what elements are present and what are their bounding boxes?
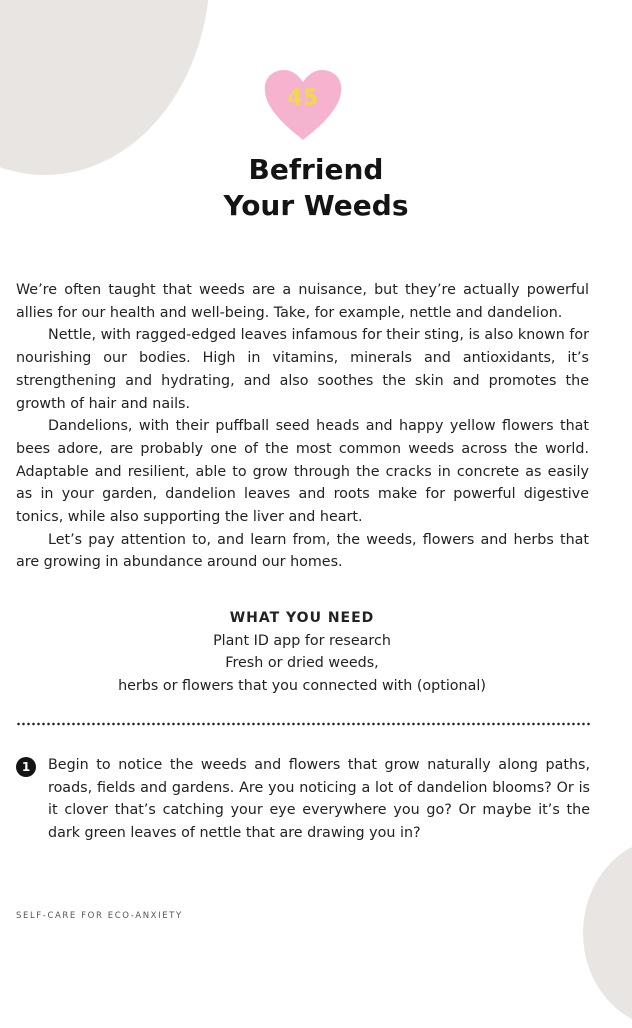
what-you-need-section — [0, 607, 604, 698]
page-title-line-1: Befriend — [248, 153, 384, 186]
paragraph-nettle: Nettle, with ragged-edged leaves infamous for their sting, is also known for nourishing our bodies. High in vitamins, minerals and antioxidants, it’s strengthening and hydrating, and also soothes the skin and promotes the growth of hair and nails. — [16, 327, 589, 412]
running-footer: SELF-CARE FOR ECO-ANXIETY — [16, 911, 183, 921]
what-you-need-heading: WHAT YOU NEED — [229, 610, 375, 626]
need-item: Plant ID app for research — [213, 632, 391, 649]
page-number: 45 — [287, 86, 319, 111]
need-item: herbs or flowers that you connected with (optional) — [118, 678, 486, 695]
step-text: Begin to notice the weeds and flowers that grow naturally along paths, roads, fields and gardens. Are you noticing a lot of dandelion blooms? Or is it clover that’s catching your eye everywhere you go? Or maybe it’s the dark green leaves of nettle that are drawing you in? — [48, 757, 590, 842]
step-number-badge: 1 — [16, 757, 36, 777]
body-text — [16, 279, 589, 574]
decorative-blob-top — [0, 0, 210, 175]
decorative-blob-bottom — [583, 838, 632, 1028]
paragraph-dandelion: Dandelions, with their puffball seed heads and happy yellow flowers that bees adore, are probably one of the most common weeds across the world. Adaptable and resilient, able to grow through the cracks in concrete as easily as in your garden, dandelion leaves and roots make for powerful digestive tonics, while also supporting the liver and heart. — [16, 418, 589, 526]
dotted-divider — [16, 722, 590, 726]
need-item: Fresh or dried weeds, — [225, 655, 379, 672]
page-title — [0, 152, 632, 224]
paragraph-closing: Let’s pay attention to, and learn from, the weeds, flowers and herbs that are growing in abundance around our homes. — [16, 531, 589, 571]
paragraph-intro: We’re often taught that weeds are a nuisance, but they’re actually powerful allies for our health and well-being. Take, for example, nettle and dandelion. — [16, 282, 589, 321]
page-title-line-2: Your Weeds — [223, 189, 409, 222]
